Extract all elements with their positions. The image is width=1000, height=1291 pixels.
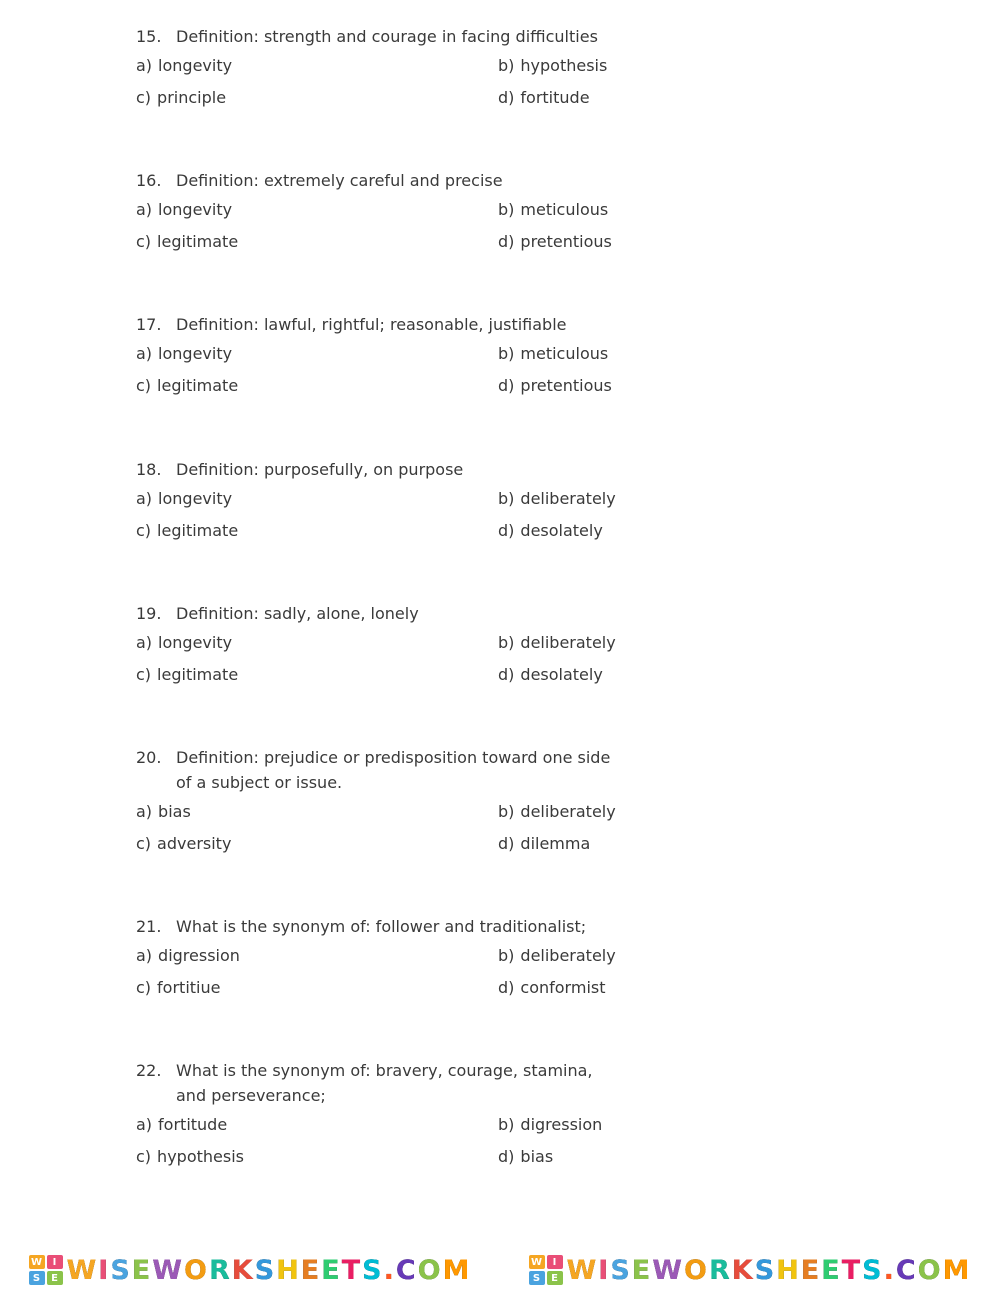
brand-letter: C (395, 1254, 418, 1286)
brand-letter: W (66, 1254, 99, 1286)
brand-letter: R (209, 1254, 232, 1286)
option-b[interactable] (498, 343, 608, 365)
block-letter: S (529, 1271, 545, 1285)
question-heading (136, 24, 656, 49)
brand-letter: H (776, 1254, 801, 1286)
brand-letter: E (800, 1254, 822, 1286)
option-label: c) (136, 665, 152, 684)
brand-letter: H (276, 1254, 301, 1286)
option-text: longevity (158, 56, 233, 75)
option-label: b) (498, 56, 515, 75)
brand-letter: S (362, 1254, 384, 1286)
option-label: a) (136, 344, 153, 363)
block-letter: W (29, 1255, 45, 1269)
option-text: deliberately (520, 633, 616, 652)
brand-letter: E (321, 1254, 342, 1286)
brand-letter: O (684, 1254, 709, 1286)
option-b[interactable] (498, 945, 616, 967)
question-heading (136, 601, 656, 626)
option-b[interactable] (498, 632, 616, 654)
option-label: c) (136, 834, 152, 853)
answer-options (136, 55, 656, 119)
question-17 (136, 312, 656, 407)
option-label: a) (136, 802, 153, 821)
option-b[interactable] (498, 801, 616, 823)
footer-watermark (0, 1253, 1000, 1287)
option-c[interactable] (136, 375, 238, 397)
option-b[interactable] (498, 1114, 602, 1136)
option-text: deliberately (520, 489, 616, 508)
option-label: c) (136, 232, 152, 251)
option-b[interactable] (498, 488, 616, 510)
option-text: meticulous (520, 344, 609, 363)
option-text: deliberately (520, 802, 616, 821)
brand-letter: I (98, 1254, 111, 1286)
question-text: Definition: strength and courage in facing difficulties (176, 27, 598, 46)
brand-letter: E (631, 1254, 653, 1286)
option-text: desolately (520, 521, 603, 540)
brand-letter: S (610, 1254, 632, 1286)
brand-letter: M (942, 1254, 972, 1286)
brand-letter: I (598, 1254, 611, 1286)
option-a[interactable] (136, 801, 191, 823)
option-a[interactable] (136, 945, 240, 967)
option-text: fortitude (158, 1115, 228, 1134)
option-a[interactable] (136, 55, 232, 77)
option-text: conformist (520, 978, 606, 997)
blocks-icon (529, 1255, 563, 1285)
option-label: c) (136, 376, 152, 395)
option-d[interactable] (498, 1146, 553, 1168)
question-15 (136, 24, 656, 119)
option-d[interactable] (498, 977, 606, 999)
option-label: b) (498, 802, 515, 821)
answer-options (136, 199, 656, 263)
question-text: Definition: purposefully, on purpose (176, 460, 464, 479)
option-label: a) (136, 633, 153, 652)
brand-letter: S (254, 1254, 277, 1286)
question-heading (136, 457, 656, 482)
option-text: hypothesis (157, 1147, 244, 1166)
question-number: 21. (136, 917, 162, 936)
option-text: desolately (520, 665, 603, 684)
brand-letter: W (152, 1254, 185, 1286)
option-text: digression (520, 1115, 603, 1134)
option-text: deliberately (520, 946, 616, 965)
option-c[interactable] (136, 520, 238, 542)
question-number: 18. (136, 460, 162, 479)
block-letter: I (47, 1255, 63, 1269)
question-heading (136, 1058, 656, 1108)
option-label: c) (136, 88, 152, 107)
option-a[interactable] (136, 199, 232, 221)
brand-letter: S (754, 1254, 777, 1286)
option-text: legitimate (157, 232, 239, 251)
option-text: longevity (158, 200, 233, 219)
option-text: digression (158, 946, 240, 965)
option-a[interactable] (136, 488, 232, 510)
brand-letter: K (731, 1254, 755, 1286)
block-letter: E (547, 1271, 563, 1285)
brand-letter: R (709, 1254, 732, 1286)
block-letter: W (529, 1255, 545, 1269)
brand-letter: O (417, 1254, 443, 1286)
option-text: adversity (157, 834, 232, 853)
option-text: pretentious (520, 232, 612, 251)
option-text: legitimate (157, 665, 239, 684)
brand-letter: T (341, 1254, 363, 1286)
question-number: 16. (136, 171, 162, 190)
option-label: c) (136, 978, 152, 997)
option-label: a) (136, 1115, 153, 1134)
question-number: 15. (136, 27, 162, 46)
question-22 (136, 1058, 656, 1178)
option-text: fortitiue (157, 978, 221, 997)
brand-letter: W (652, 1254, 685, 1286)
option-text: meticulous (520, 200, 609, 219)
answer-options (136, 488, 656, 552)
brand-letter: O (917, 1254, 943, 1286)
brand-letter: W (566, 1254, 599, 1286)
question-text: Definition: extremely careful and precise (176, 171, 503, 190)
option-label: a) (136, 489, 153, 508)
question-number: 20. (136, 748, 162, 767)
option-d[interactable] (498, 520, 603, 542)
answer-options (136, 632, 656, 696)
option-label: d) (498, 834, 515, 853)
question-number: 22. (136, 1061, 162, 1080)
brand-letter: O (184, 1254, 209, 1286)
option-b[interactable] (498, 199, 608, 221)
option-text: longevity (158, 344, 233, 363)
option-d[interactable] (498, 833, 590, 855)
option-a[interactable] (136, 343, 232, 365)
option-c[interactable] (136, 977, 220, 999)
brand-letter: . (383, 1254, 396, 1286)
option-label: a) (136, 200, 153, 219)
brand-letter: E (300, 1254, 322, 1286)
option-label: d) (498, 232, 515, 251)
block-letter: I (547, 1255, 563, 1269)
option-label: d) (498, 1147, 515, 1166)
option-label: d) (498, 521, 515, 540)
brand-letter: K (231, 1254, 255, 1286)
option-label: c) (136, 1147, 152, 1166)
option-label: b) (498, 200, 515, 219)
brand-letter: . (883, 1254, 896, 1286)
option-text: longevity (158, 489, 233, 508)
question-heading (136, 745, 656, 795)
option-text: bias (158, 802, 191, 821)
brand-logo (529, 1253, 972, 1287)
option-c[interactable] (136, 87, 226, 109)
option-text: dilemma (520, 834, 591, 853)
question-text: What is the synonym of: bravery, courage, stamina, and perseverance; (176, 1061, 593, 1105)
option-label: b) (498, 633, 515, 652)
option-text: longevity (158, 633, 233, 652)
blocks-icon (29, 1255, 63, 1285)
option-text: bias (520, 1147, 554, 1166)
option-label: b) (498, 489, 515, 508)
option-text: principle (157, 88, 227, 107)
question-text: Definition: lawful, rightful; reasonable, justifiable (176, 315, 567, 334)
option-a[interactable] (136, 632, 232, 654)
option-text: legitimate (157, 521, 239, 540)
option-label: b) (498, 1115, 515, 1134)
option-label: c) (136, 521, 152, 540)
option-d[interactable] (498, 375, 612, 397)
question-heading (136, 168, 656, 193)
option-label: b) (498, 946, 515, 965)
option-b[interactable] (498, 55, 607, 77)
brand-letter: S (862, 1254, 884, 1286)
option-c[interactable] (136, 1146, 244, 1168)
question-heading (136, 914, 656, 939)
option-label: d) (498, 376, 515, 395)
question-text: Definition: prejudice or predisposition toward one side of a subject or issue. (176, 748, 611, 792)
option-c[interactable] (136, 833, 231, 855)
question-16 (136, 168, 656, 263)
answer-options (136, 1114, 656, 1178)
option-text: hypothesis (520, 56, 608, 75)
question-number: 19. (136, 604, 162, 623)
brand-letter: C (895, 1254, 918, 1286)
answer-options (136, 801, 656, 865)
brand-letter: E (821, 1254, 842, 1286)
block-letter: E (47, 1271, 63, 1285)
brand-text (567, 1255, 972, 1286)
brand-letter: E (131, 1254, 153, 1286)
question-19 (136, 601, 656, 696)
option-label: d) (498, 978, 515, 997)
question-heading (136, 312, 656, 337)
question-number: 17. (136, 315, 162, 334)
option-d[interactable] (498, 231, 612, 253)
option-label: a) (136, 946, 153, 965)
option-label: d) (498, 88, 515, 107)
question-18 (136, 457, 656, 552)
brand-letter: M (442, 1254, 472, 1286)
option-text: legitimate (157, 376, 239, 395)
brand-letter: T (841, 1254, 863, 1286)
option-c[interactable] (136, 231, 238, 253)
option-label: b) (498, 344, 515, 363)
brand-logo (29, 1253, 472, 1287)
option-c[interactable] (136, 664, 238, 686)
block-letter: S (29, 1271, 45, 1285)
question-text: What is the synonym of: follower and traditionalist; (176, 917, 587, 936)
option-a[interactable] (136, 1114, 227, 1136)
option-label: a) (136, 56, 153, 75)
option-label: d) (498, 665, 515, 684)
option-d[interactable] (498, 87, 590, 109)
answer-options (136, 343, 656, 407)
option-text: pretentious (520, 376, 612, 395)
answer-options (136, 945, 656, 1009)
question-text: Definition: sadly, alone, lonely (176, 604, 419, 623)
brand-text (67, 1255, 472, 1286)
option-text: fortitude (520, 88, 590, 107)
option-d[interactable] (498, 664, 603, 686)
question-20 (136, 745, 656, 865)
question-21 (136, 914, 656, 1009)
brand-letter: S (110, 1254, 132, 1286)
